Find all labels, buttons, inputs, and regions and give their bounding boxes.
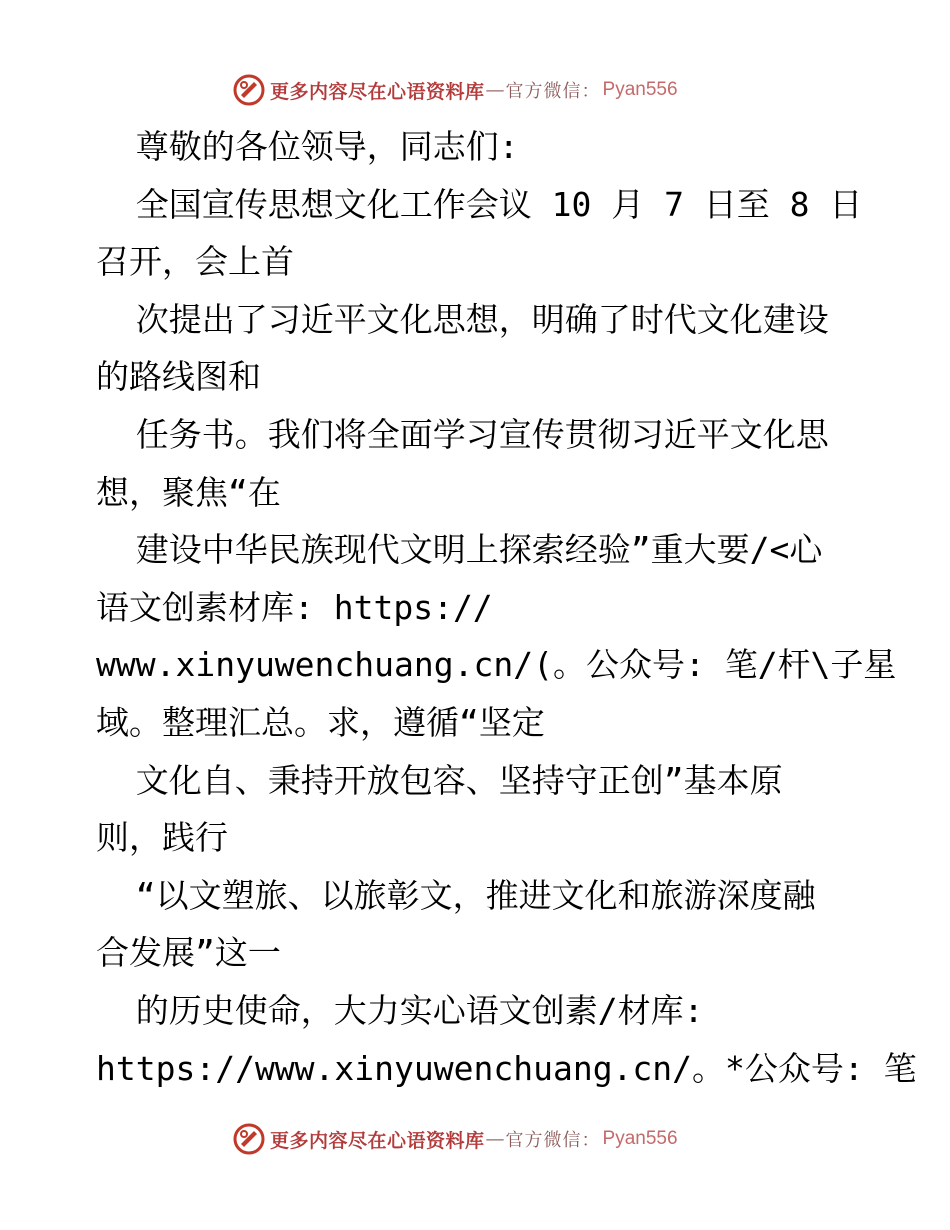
text-line: https://www.xinyuwenchuang.cn/。*公众号: 笔 bbox=[96, 1048, 917, 1088]
banner-wechat-label: 官方微信： bbox=[505, 81, 601, 102]
banner-wechat-id: Pyan556 bbox=[602, 1128, 678, 1149]
text-line: 任务书。我们将全面学习宣传贯彻习近平文化思 bbox=[96, 414, 829, 454]
banner-dash: — bbox=[485, 1128, 505, 1150]
brand-logo-icon bbox=[232, 1122, 266, 1156]
text-line: 文化自、秉持开放包容、坚持守正创”基本原 bbox=[96, 760, 783, 800]
brand-logo-icon bbox=[232, 73, 266, 107]
text-line: 的历史使命，大力实心语文创素/材库: bbox=[96, 990, 704, 1030]
text-line: 想，聚焦“在 bbox=[96, 472, 281, 512]
text-line: www.xinyuwenchuang.cn/(。公众号: 笔/杆\子星 bbox=[96, 645, 897, 685]
banner-wechat-label: 官方微信： bbox=[505, 1130, 601, 1151]
header-watermark-banner bbox=[232, 72, 678, 108]
banner-main-text: 更多内容尽在心语资料库 bbox=[270, 80, 485, 103]
banner-dash: — bbox=[485, 79, 505, 101]
text-line: 全国宣传思想文化工作会议 10 月 7 日至 8 日 bbox=[96, 184, 863, 224]
text-line: 合发展”这一 bbox=[96, 933, 281, 973]
text-line: 次提出了习近平文化思想，明确了时代文化建设 bbox=[96, 299, 829, 339]
text-line: 语文创素材库: https:// bbox=[96, 587, 493, 627]
text-line: 召开，会上首 bbox=[96, 242, 294, 282]
text-line: 的路线图和 bbox=[96, 357, 261, 397]
footer-watermark-banner bbox=[232, 1121, 678, 1157]
banner-main-text: 更多内容尽在心语资料库 bbox=[270, 1129, 485, 1152]
text-line: 尊敬的各位领导，同志们: bbox=[96, 127, 519, 166]
text-line: 则，践行 bbox=[96, 818, 228, 858]
text-line: “以文塑旅、以旅彰文，推进文化和旅游深度融 bbox=[96, 875, 816, 915]
text-line: 建设中华民族现代文明上探索经验”重大要/<心 bbox=[96, 530, 823, 570]
document-body bbox=[96, 118, 917, 1097]
text-line: 域。整理汇总。求，遵循“坚定 bbox=[96, 702, 545, 742]
banner-wechat-id: Pyan556 bbox=[602, 79, 678, 100]
